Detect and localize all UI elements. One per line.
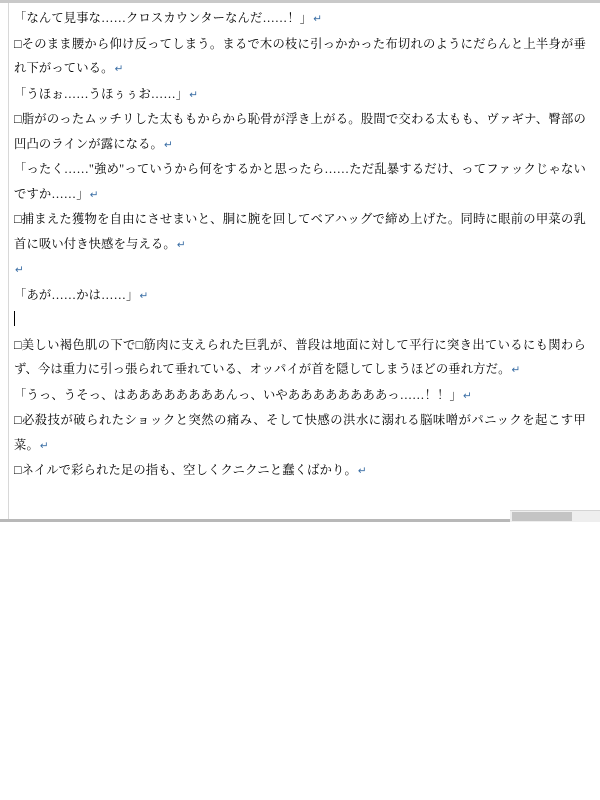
top-divider bbox=[0, 0, 600, 3]
paragraph[interactable] bbox=[14, 333, 586, 383]
paragraph-empty[interactable] bbox=[14, 257, 586, 283]
text-cursor bbox=[14, 311, 15, 326]
paragraph-text: 「ったく……"強め"っていうから何をするかと思ったら……ただ乱暴するだけ、ってファックじゃないですか……」 bbox=[14, 162, 586, 201]
document-body[interactable] bbox=[14, 6, 586, 514]
paragraph-text: □美しい褐色肌の下で□筋肉に支えられた巨乳が、普段は地面に対して平行に突き出ているにも関わらず、今は重力に引っ張られて垂れている、オッパイが首を隠してしまうほどの垂れ方だ。 bbox=[14, 337, 586, 376]
pilcrow-mark: ↵ bbox=[357, 465, 367, 477]
paragraph[interactable] bbox=[14, 383, 586, 409]
paragraph[interactable] bbox=[14, 408, 586, 458]
pilcrow-mark: ↵ bbox=[39, 439, 49, 452]
paragraph[interactable] bbox=[14, 107, 586, 157]
horizontal-scrollbar-thumb[interactable] bbox=[512, 512, 572, 521]
pilcrow-mark: ↵ bbox=[313, 13, 323, 25]
left-margin-line bbox=[8, 3, 9, 519]
paragraph[interactable] bbox=[14, 32, 586, 82]
paragraph-text: □捕まえた獲物を自由にさせまいと、胴に腕を回してベアハッグで締め上げた。同時に眼前の甲菜の乳首に吸い付き快感を与える。 bbox=[14, 212, 586, 251]
paragraph-text: 「あが……かは……」 bbox=[14, 287, 139, 302]
paragraph[interactable] bbox=[14, 283, 586, 309]
paragraph-caret-line[interactable] bbox=[14, 308, 586, 333]
paragraph[interactable] bbox=[14, 157, 586, 207]
paragraph-text: 「うほぉ……うほぅぅお……」 bbox=[14, 86, 189, 101]
paragraph-text: □必殺技が破られたショックと突然の痛み、そして快感の洪水に溺れる脳味噌がパニックを起こす甲菜。 bbox=[14, 413, 586, 452]
pilcrow-mark: ↵ bbox=[462, 389, 472, 402]
paragraph-text: □ネイルで彩られた足の指も、空しくクニクニと蠢くばかり。 bbox=[14, 463, 357, 477]
paragraph-text: □脂がのったムッチリした太ももからから恥骨が浮き上がる。股間で交わる太もも、ヴァギナ、臀部の凹凸のラインが露になる。 bbox=[14, 112, 586, 151]
paragraph-text: 「なんて見事な……クロスカウンターなんだ……！」 bbox=[14, 11, 313, 25]
pilcrow-mark: ↵ bbox=[164, 138, 173, 151]
paragraph-text: 「うっ、うそっ、はああああああああんっ、いやああああああああっ……！！」 bbox=[14, 387, 462, 402]
paragraph[interactable] bbox=[14, 458, 586, 484]
empty-area bbox=[0, 522, 600, 800]
paragraph[interactable] bbox=[14, 82, 586, 108]
pilcrow-mark: ↵ bbox=[176, 238, 186, 251]
paragraph[interactable] bbox=[14, 207, 586, 257]
pilcrow-mark: ↵ bbox=[15, 264, 24, 276]
pilcrow-mark: ↵ bbox=[189, 88, 199, 101]
pilcrow-mark: ↵ bbox=[89, 188, 99, 201]
pilcrow-mark: ↵ bbox=[114, 63, 124, 75]
pilcrow-mark: ↵ bbox=[139, 289, 149, 302]
pilcrow-mark: ↵ bbox=[511, 364, 521, 376]
paragraph[interactable] bbox=[14, 6, 586, 32]
paragraph-text: □そのまま腰から仰け反ってしまう。まるで木の枝に引っかかった布切れのようにだらんと上半身が垂れ下がっている。 bbox=[14, 36, 586, 75]
